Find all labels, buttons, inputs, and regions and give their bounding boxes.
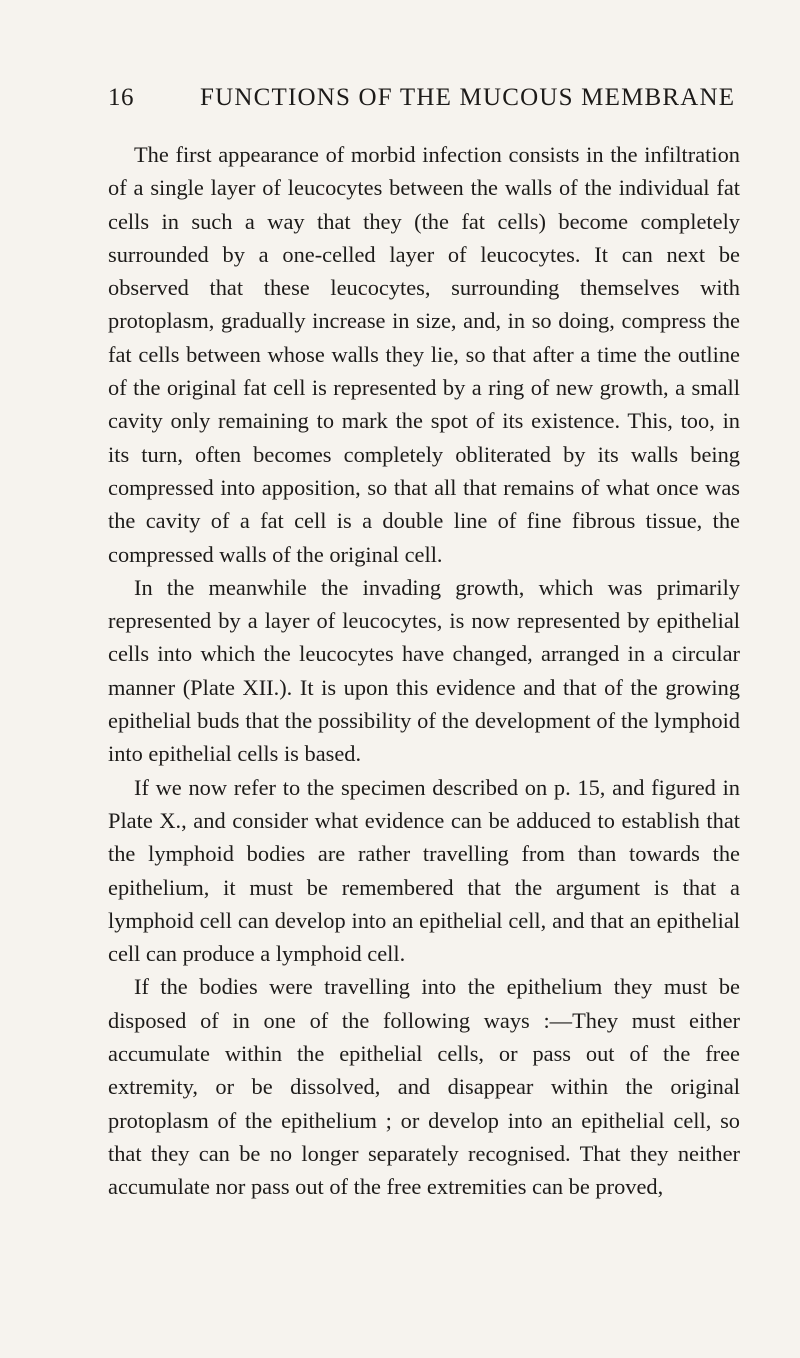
body-text [108,138,740,1204]
paragraph-1: The first appearance of morbid infection consists in the infiltration of a single layer of leucocytes between the walls of the individual fat cells in such a way that they (the fat cells) become completely surrounded by a one-celled layer of leucocytes. It can next be observed that these leucocytes, surrounding themselves with protoplasm, gradually increase in size, and, in so doing, compress the fat cells between whose walls they lie, so that after a time the outline of the original fat cell is represented by a ring of new growth, a small cavity only remaining to mark the spot of its existence. This, too, in its turn, often becomes completely obliterated by its walls being compressed into apposition, so that all that remains of what once was the cavity of a fat cell is a double line of fine fibrous tissue, the compressed walls of the original cell. [108,142,740,567]
paragraph-2: In the meanwhile the invading growth, which was primarily represented by a layer of leucocytes, is now represented by epithelial cells into which the leucocytes have changed, arranged in a circular manner (Plate XII.). It is upon this evidence and that of the growing epithelial buds that the possibility of the development of the lymphoid into epithelial cells is based. [108,574,740,767]
running-title: FUNCTIONS OF THE MUCOUS MEMBRANE [200,84,736,111]
paragraph-3: If we now refer to the specimen described on p. 15, and figured in Plate X., and consider what evidence can be adduced to establish that the lymphoid bodies are rather travelling from than towards the epithelium, it must be remembered that the argument is that a lymphoid cell can develop into an epithelial cell, and that an epithelial cell can produce a lymphoid cell. [108,774,740,967]
paragraph-4: If the bodies were travelling into the epithelium they must be disposed of in one of the following ways :—They must either accumulate within the epithelial cells, or pass out of the free extremity, or be dissolved, and disappear within the original protoplasm of the epithelium ; or develop into an epithelial cell, so that they can be no longer separately recognised. That they neither accumulate nor pass out of the free extremities can be proved, [108,974,740,1200]
running-head [108,84,740,120]
page-number: 16 [108,84,134,111]
